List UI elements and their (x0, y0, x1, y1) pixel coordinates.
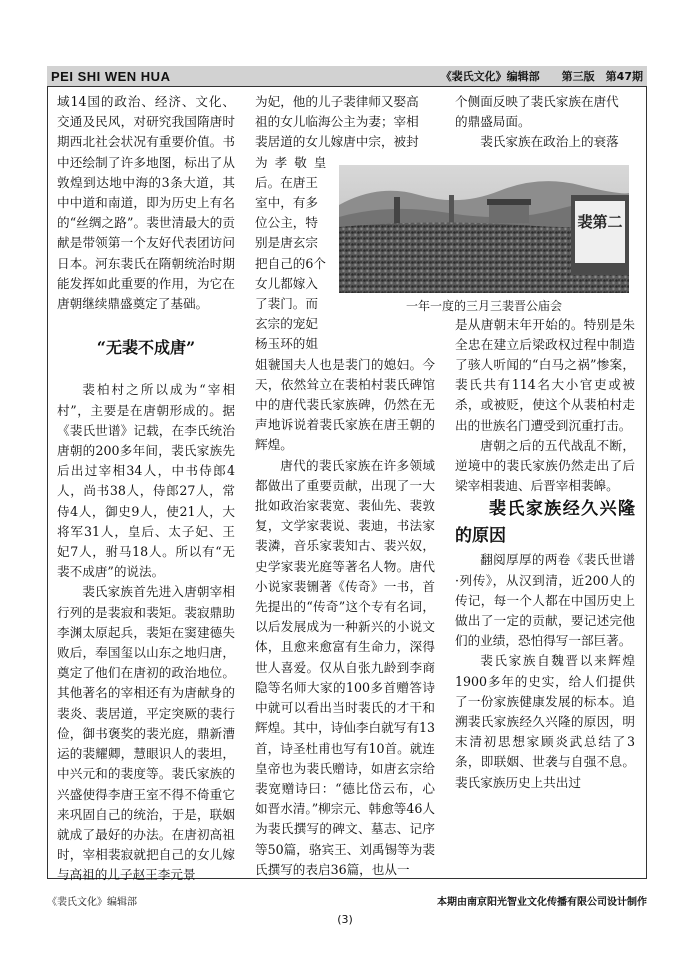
text-line: 把自己的6个 (255, 255, 326, 271)
section-heading-wu-pei: “无裴不成唐” (96, 338, 196, 358)
section-heading-reasons: 裴氏家族经久兴隆的原因 (455, 499, 635, 547)
paragraph: 唐朝之后的五代战乱不断，逆境中的裴氏家族仍然走出了后梁宰相裴迪、后晋宰相裴皞。 (455, 437, 635, 494)
text-line: 祖的女儿临海公主为妻；宰相 (255, 114, 419, 130)
header-pinyin-title: PEI SHI WEN HUA (51, 68, 171, 84)
text-line: 为妃，他的儿子裴律师又娶高 (255, 94, 419, 109)
text-line: 后。在唐王 (255, 174, 318, 190)
paragraph: 裴氏家族首先进入唐朝宰相行列的是裴寂和裴矩。裴寂鼎助李渊太原起兵，裴矩在窦建德失败后，奉国玺以山东之地归唐，奠定了他们在唐初的政治地位。其他著名的宰相还有为唐献身的裴炎、裴居道，平定突厥的裴行俭，御书褒奖的裴光庭，鼎新漕运的裴耀卿，慧眼识人的裴坦，中兴元和的裴度等。裴氏家族的兴盛使得李唐王室不得不倚重它来巩固自己的统治，于是，联姻就成了最好的办法。在唐初高祖时，宰相裴寂就把自己的女儿嫁与高祖的儿子赵王李元景 (57, 584, 235, 883)
paragraph: 是从唐朝末年开始的。特别是朱全忠在建立后梁政权过程中制造了骇人听闻的“白马之祸”惨案，裴氏共有114名大小官吏或被杀，或被贬，使这个从裴柏村走出的世族名门遭受到沉重打击。 (455, 316, 635, 433)
page-header-bar (47, 66, 647, 86)
text-line: 为孝敬皇 (255, 154, 334, 170)
text-line: 室中，有多 (255, 195, 318, 211)
footer-designer-credit: 本期由南京阳光智业文化传播有限公司设计制作 (437, 897, 647, 908)
text-line: 裴居道的女儿嫁唐中宗，被封 (255, 134, 419, 150)
paragraph-first-line: 裴氏家族在政治上的衰落 (480, 134, 619, 150)
text-line: 玄宗的宠妃 (255, 316, 318, 332)
banner-text: 裴第二 (577, 213, 623, 231)
text-line: 杨玉环的姐 (255, 336, 318, 352)
footer-editorial: 《裴氏文化》编辑部 (47, 897, 137, 908)
paragraph: 裴氏家族自魏晋以来辉煌1900多年的史实，给人们提供了一份家族健康发展的标本。追溯裴氏家族经久兴隆的原因，明末清初思想家顾炎武总结了3条，即联姻、世袭与自强不息。裴氏家族历史上共出过 (455, 653, 635, 790)
paragraph: 姐虢国夫人也是裴门的媳妇。今天，依然耸立在裴柏村裴氏碑馆中的唐代裴氏家族碑，仍然在无声地诉说着裴氏家族在唐王朝的辉煌。 (255, 356, 435, 453)
text-line: 位公主，特 (255, 215, 318, 231)
text-line: 女儿都嫁入 (255, 275, 318, 291)
paragraph: 唐代的裴氏家族在许多领域都做出了重要贡献，出现了一大批如政治家裴宽、裴仙先、裴敦复，文学家裴说、裴迪，书法家裴潾，音乐家裴知古、裴兴奴，史学家裴光庭等著名人物。唐代小说家裴铏著《传奇》一书，首先提出的“传奇”这个专有名词，以后发展成为一种新兴的小说文体，且愈来愈富有生命力，深得世人喜爱。仅从自张九龄到李商隐等名师大家的100多首赠答诗中就可以看出当时裴氏的才干和辉煌。其中，诗仙李白就写有13首，诗圣杜甫也写有10首。就连皇帝也为裴氏赠诗，如唐玄宗给裴宽赠诗曰：“德比岱云布，心如晋水清。”柳宗元、韩愈等46人为裴氏撰写的碑文、墓志、记序等50篇，骆宾王、刘禹锡等为裴氏撰写的表启36篇，也从一 (255, 457, 435, 877)
column-1 (57, 92, 235, 886)
photo-caption: 一年一度的三月三裴晋公庙会 (405, 299, 562, 313)
temple-fair-photo (339, 165, 629, 293)
text-line: 的鼎盛局面。 (455, 114, 531, 130)
paragraph: 翻阅厚厚的两卷《裴氏世谱·列传》，从汉到清，近200人的传记，每一个人都在中国历史上做出了一定的贡献，要记述完他们的业绩，恐怕得写一部巨著。 (455, 552, 635, 649)
page-number: (3) (337, 913, 353, 926)
paragraph: 裴柏村之所以成为“宰相村”，主要是在唐朝形成的。据《裴氏世谱》记载，在李氏统治唐朝的200多年间，裴氏家族先后出过宰相34人，中书侍郎4人，尚书38人，侍郎27人，常侍4人，御史9人，使21人，大将军31人，皇后、太子妃、王妃7人，驸马18人。所以有“无裴不成唐”的说法。 (57, 382, 235, 580)
paragraph: 域14国的政治、经济、文化、交通及民风，对研究我国隋唐时期西北社会状况有重要价值。书中还绘制了许多地图，标出了从敦煌到达地中海的3条大道，其中中道和南道，即为历史上有名的“丝绸之路”。裴世清最大的贡献是带领第一个友好代表团访问日本。河东裴氏在隋朝统治时期能发挥如此重要的作用，为它在唐朝继续鼎盛奠定了基础。 (57, 94, 235, 312)
crowd-photo-illustration (339, 165, 629, 293)
text-line: 了裴门。而 (255, 296, 318, 312)
text-line: 个侧面反映了裴氏家族在唐代 (455, 94, 619, 109)
header-issue-info: 《裴氏文化》编辑部 第三版 第47期 (440, 70, 643, 83)
text-line: 别是唐玄宗 (255, 235, 318, 251)
